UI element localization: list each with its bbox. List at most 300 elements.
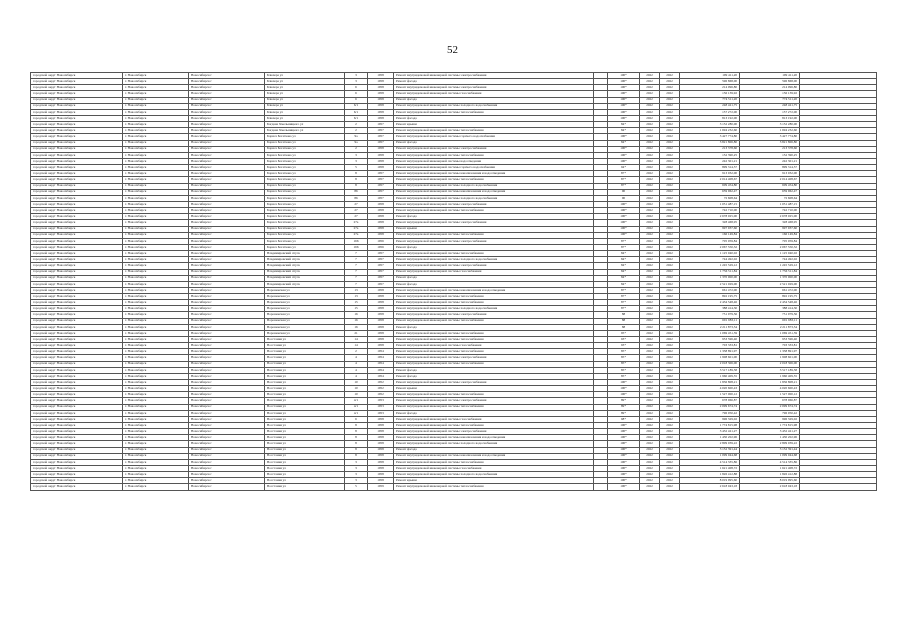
total-cost-cell: 1 051 487,15	[740, 201, 800, 207]
end-year-cell: 2022	[660, 386, 680, 392]
street-cell: Богдана Хмельницкого ул	[265, 122, 345, 128]
locality-cell: Новосибирск г	[189, 109, 265, 115]
street-cell: Восстания ул	[265, 416, 345, 422]
start-year-cell: 2022	[640, 361, 660, 367]
locality-cell: Новосибирск г	[189, 214, 265, 220]
end-year-cell: 2022	[660, 478, 680, 484]
locality-cell: Новосибирск г	[189, 103, 265, 109]
year-built-cell: 1954	[368, 355, 394, 361]
cost-cell: 751 979,56	[680, 312, 740, 318]
year-built-cell: 1957	[368, 134, 394, 140]
work-type-cell: Ремонт фасада	[394, 79, 594, 85]
settlement-cell: г. Новосибирск	[123, 195, 189, 201]
cost-cell: 691 983,11	[680, 318, 740, 324]
end-year-cell: 2022	[660, 398, 680, 404]
street-cell: Восстания ул	[265, 343, 345, 349]
work-type-cell: Ремонт внутридомовой инженерной системы электроснабжения	[394, 85, 594, 91]
municipality-cell: городской округ Новосибирск	[31, 386, 123, 392]
settlement-cell: г. Новосибирск	[123, 343, 189, 349]
house-number-cell: 7	[345, 269, 368, 275]
cost-cell: 1 774 815,98	[680, 423, 740, 429]
cost-cell: 199 411,20	[680, 73, 740, 79]
locality-cell: Новосибирск г	[189, 91, 265, 97]
year-built-cell: 1957	[368, 183, 394, 189]
table-row	[31, 484, 877, 490]
street-cell: Восстания ул	[265, 447, 345, 453]
total-cost-cell: 2 434 548,46	[740, 300, 800, 306]
work-type-cell: Ремонт фасада	[394, 373, 594, 379]
house-number-cell: 6/1	[345, 115, 368, 121]
house-number-cell: 8	[345, 171, 368, 177]
total-cost-cell: 2 521 029,00	[740, 281, 800, 287]
cost-cell: 3 427 774,80	[680, 134, 740, 140]
settlement-cell: г. Новосибирск	[123, 115, 189, 121]
percent-cell: 100*	[608, 214, 640, 220]
house-number-cell: 10	[345, 392, 368, 398]
cost-cell: 2 434 548,46	[680, 300, 740, 306]
end-year-cell: 2022	[660, 244, 680, 250]
work-type-cell: Ремонт внутридомовой инженерной системы теплоснабжения	[394, 330, 594, 336]
locality-cell: Новосибирск г	[189, 208, 265, 214]
percent-cell: 90	[608, 195, 640, 201]
settlement-cell: г. Новосибирск	[123, 263, 189, 269]
municipality-cell: городской округ Новосибирск	[31, 281, 123, 287]
cost-cell: 2 521 029,00	[680, 281, 740, 287]
street-cell: Блюхера ул	[265, 109, 345, 115]
start-year-cell: 2022	[640, 79, 660, 85]
settlement-cell: г. Новосибирск	[123, 140, 189, 146]
settlement-cell: г. Новосибирск	[123, 294, 189, 300]
locality-cell: Новосибирск г	[189, 373, 265, 379]
settlement-cell: г. Новосибирск	[123, 453, 189, 459]
municipality-cell: городской округ Новосибирск	[31, 238, 123, 244]
work-type-cell: Ремонт внутридомовой инженерной системы теплоснабжения	[394, 177, 594, 183]
end-year-cell: 2022	[660, 459, 680, 465]
start-year-cell: 2022	[640, 140, 660, 146]
locality-cell: Новосибирск г	[189, 392, 265, 398]
start-year-cell: 2022	[640, 226, 660, 232]
street-cell: Восстания ул	[265, 404, 345, 410]
work-type-cell: Ремонт внутридомовой инженерной системы канализования и водоотведения	[394, 453, 594, 459]
year-built-cell: 1958	[368, 472, 394, 478]
percent-cell: 94*	[608, 165, 640, 171]
locality-cell: Новосибирск г	[189, 294, 265, 300]
work-type-cell: Ремонт внутридомовой инженерной системы электроснабжения	[394, 201, 594, 207]
end-year-cell: 2022	[660, 349, 680, 355]
end-year-cell: 2022	[660, 300, 680, 306]
cost-cell: 2 809 039,22	[680, 441, 740, 447]
total-cost-cell: 744 492,02	[740, 257, 800, 263]
municipality-cell: городской округ Новосибирск	[31, 478, 123, 484]
settlement-cell: г. Новосибирск	[123, 447, 189, 453]
percent-cell: 100*	[608, 478, 640, 484]
street-cell: Восстания ул	[265, 392, 345, 398]
municipality-cell: городской округ Новосибирск	[31, 324, 123, 330]
year-built-cell: 1958	[368, 220, 394, 226]
street-cell: Владимировский спуск	[265, 269, 345, 275]
percent-cell: 87*	[608, 177, 640, 183]
locality-cell: Новосибирск г	[189, 79, 265, 85]
work-type-cell: Ремонт внутридомовой инженерной системы электроснабжения	[394, 429, 594, 435]
settlement-cell: г. Новосибирск	[123, 85, 189, 91]
start-year-cell: 2022	[640, 367, 660, 373]
cost-cell: 328 468,95	[680, 220, 740, 226]
house-number-cell: 6	[345, 416, 368, 422]
start-year-cell: 2022	[640, 165, 660, 171]
municipality-cell: городской округ Новосибирск	[31, 306, 123, 312]
cost-cell: 705 059,84	[680, 238, 740, 244]
work-type-cell: Ремонт фасада	[394, 447, 594, 453]
start-year-cell: 2022	[640, 324, 660, 330]
house-number-cell: 27	[345, 208, 368, 214]
house-number-cell: 4	[345, 367, 368, 373]
total-cost-cell: 996 329,02	[740, 416, 800, 422]
year-built-cell: 1957	[368, 269, 394, 275]
work-type-cell: Ремонт внутридомовой инженерной системы электроснабжения	[394, 73, 594, 79]
percent-cell: 100*	[608, 220, 640, 226]
percent-cell: 100*	[608, 115, 640, 121]
start-year-cell: 2022	[640, 158, 660, 164]
settlement-cell: г. Новосибирск	[123, 361, 189, 367]
street-cell: Владимировский спуск	[265, 257, 345, 263]
start-year-cell: 2022	[640, 128, 660, 134]
settlement-cell: г. Новосибирск	[123, 373, 189, 379]
street-cell: Восстания ул	[265, 337, 345, 343]
total-cost-cell: 813 192,00	[740, 115, 800, 121]
settlement-cell: г. Новосибирск	[123, 410, 189, 416]
locality-cell: Новосибирск г	[189, 453, 265, 459]
cost-cell: 2 014 408,67	[680, 177, 740, 183]
cost-cell: 1 051 487,15	[680, 201, 740, 207]
end-year-cell: 2022	[660, 294, 680, 300]
total-cost-cell: 2 014 408,67	[740, 177, 800, 183]
locality-cell: Новосибирск г	[189, 85, 265, 91]
locality-cell: Новосибирск г	[189, 423, 265, 429]
work-type-cell: Ремонт внутридомовой инженерной системы горячего водоснабжения	[394, 165, 594, 171]
cost-cell: 1 370 000,00	[680, 275, 740, 281]
settlement-cell: г. Новосибирск	[123, 103, 189, 109]
settlement-cell: г. Новосибирск	[123, 269, 189, 275]
house-number-cell: 14	[345, 343, 368, 349]
percent-cell: 100*	[608, 441, 640, 447]
percent-cell: 87*	[608, 306, 640, 312]
start-year-cell: 2022	[640, 472, 660, 478]
municipality-cell: городской округ Новосибирск	[31, 429, 123, 435]
year-built-cell: 1957	[368, 171, 394, 177]
end-year-cell: 2022	[660, 466, 680, 472]
street-cell: Воронежская ул	[265, 318, 345, 324]
end-year-cell: 2022	[660, 177, 680, 183]
end-year-cell: 2022	[660, 324, 680, 330]
settlement-cell: г. Новосибирск	[123, 134, 189, 140]
street-cell: Владимировский спуск	[265, 275, 345, 281]
street-cell: Бориса Богаткова ул	[265, 177, 345, 183]
cost-cell: 1 694 232,60	[680, 128, 740, 134]
street-cell: Блюхера ул	[265, 79, 345, 85]
locality-cell: Новосибирск г	[189, 349, 265, 355]
percent-cell: 93*	[608, 337, 640, 343]
locality-cell: Новосибирск г	[189, 355, 265, 361]
end-year-cell: 2022	[660, 337, 680, 343]
total-cost-cell: 1 245 529,12	[740, 263, 800, 269]
street-cell: Бориса Богаткова ул	[265, 134, 345, 140]
settlement-cell: г. Новосибирск	[123, 79, 189, 85]
year-built-cell: 1958	[368, 423, 394, 429]
locality-cell: Новосибирск г	[189, 189, 265, 195]
municipality-cell: городской округ Новосибирск	[31, 146, 123, 152]
settlement-cell: г. Новосибирск	[123, 201, 189, 207]
total-cost-cell: 1 370 000,00	[740, 275, 800, 281]
year-built-cell: 1957	[368, 195, 394, 201]
settlement-cell: г. Новосибирск	[123, 275, 189, 281]
work-type-cell: Ремонт внутридомовой инженерной системы теплоснабжения	[394, 361, 594, 367]
total-cost-cell: 3 152 391,44	[740, 447, 800, 453]
total-cost-cell: 328 468,95	[740, 220, 800, 226]
street-cell: Блюхера ул	[265, 73, 345, 79]
total-cost-cell: 609 454,80	[740, 183, 800, 189]
year-built-cell: 1958	[368, 441, 394, 447]
percent-cell: 87*	[608, 300, 640, 306]
end-year-cell: 2022	[660, 251, 680, 257]
house-number-cell: 6	[345, 97, 368, 103]
total-cost-cell: 899 314,57	[740, 165, 800, 171]
work-type-cell: Ремонт внутридомовой инженерной системы теплоснабжения	[394, 251, 594, 257]
percent-cell: 87*	[608, 183, 640, 189]
start-year-cell: 2022	[640, 429, 660, 435]
start-year-cell: 2022	[640, 337, 660, 343]
end-year-cell: 2022	[660, 287, 680, 293]
end-year-cell: 2022	[660, 238, 680, 244]
work-type-cell: Ремонт внутридомовой инженерной системы холодного водоснабжения	[394, 103, 594, 109]
start-year-cell: 2022	[640, 459, 660, 465]
municipality-cell: городской округ Новосибирск	[31, 392, 123, 398]
house-number-cell: 2	[345, 349, 368, 355]
flag-cell	[594, 484, 608, 490]
house-number-cell: 4	[345, 355, 368, 361]
start-year-cell: 2022	[640, 281, 660, 287]
work-type-cell: Ремонт внутридомовой инженерной системы водоотведения	[394, 158, 594, 164]
start-year-cell: 2022	[640, 441, 660, 447]
total-cost-cell: 1 694 232,60	[740, 128, 800, 134]
year-built-cell: 1958	[368, 416, 394, 422]
cost-cell: 152 390,25	[680, 152, 740, 158]
cost-cell: 596 868,00	[680, 79, 740, 85]
start-year-cell: 2022	[640, 447, 660, 453]
municipality-cell: городской округ Новосибирск	[31, 361, 123, 367]
street-cell: Владимировский спуск	[265, 251, 345, 257]
municipality-cell: городской округ Новосибирск	[31, 140, 123, 146]
start-year-cell: 2022	[640, 392, 660, 398]
municipality-cell: городской округ Новосибирск	[31, 226, 123, 232]
cost-cell: 2 211 873,54	[680, 324, 740, 330]
street-cell: Восстания ул	[265, 484, 345, 490]
settlement-cell: г. Новосибирск	[123, 380, 189, 386]
start-year-cell: 2022	[640, 404, 660, 410]
year-built-cell: 1958	[368, 208, 394, 214]
cost-cell: 661 472,00	[680, 287, 740, 293]
locality-cell: Новосибирск г	[189, 337, 265, 343]
percent-cell: 90	[608, 189, 640, 195]
percent-cell: 87*	[608, 294, 640, 300]
settlement-cell: г. Новосибирск	[123, 478, 189, 484]
work-type-cell: Ремонт фасада	[394, 410, 594, 416]
cost-cell: 996 329,02	[680, 416, 740, 422]
percent-cell: 100*	[608, 79, 640, 85]
percent-cell: 84*	[608, 128, 640, 134]
municipality-cell: городской округ Новосибирск	[31, 171, 123, 177]
end-year-cell: 2022	[660, 373, 680, 379]
work-type-cell: Ремонт внутридомовой инженерной системы теплоснабжения	[394, 459, 594, 465]
work-type-cell: Ремонт внутридомовой инженерной системы холодного водоснабжения	[394, 257, 594, 263]
locality-cell: Новосибирск г	[189, 201, 265, 207]
settlement-cell: г. Новосибирск	[123, 355, 189, 361]
percent-cell: 89*	[608, 398, 640, 404]
total-cost-cell: 703 333,81	[740, 343, 800, 349]
street-cell: Восстания ул	[265, 466, 345, 472]
work-type-cell: Ремонт внутридомовой инженерной системы газоснабжения	[394, 466, 594, 472]
municipality-cell: городской округ Новосибирск	[31, 103, 123, 109]
cost-cell: 1 099 044,68	[680, 453, 740, 459]
municipality-cell: городской округ Новосибирск	[31, 453, 123, 459]
settlement-cell: г. Новосибирск	[123, 97, 189, 103]
work-type-cell: Ремонт фасада	[394, 97, 594, 103]
year-built-cell: 1957	[368, 263, 394, 269]
settlement-cell: г. Новосибирск	[123, 398, 189, 404]
end-year-cell: 2022	[660, 355, 680, 361]
percent-cell: 100*	[608, 85, 640, 91]
total-cost-cell: 199 411,20	[740, 73, 800, 79]
percent-cell: 87*	[608, 287, 640, 293]
percent-cell: 100*	[608, 146, 640, 152]
end-year-cell: 2022	[660, 122, 680, 128]
percent-cell: 98*	[608, 416, 640, 422]
percent-cell: 84*	[608, 122, 640, 128]
year-built-cell: 1957	[368, 257, 394, 263]
total-cost-cell: 2 618 043,18	[740, 484, 800, 490]
total-cost-cell: 1 826 412,88	[740, 472, 800, 478]
house-number-cell: 14	[345, 337, 368, 343]
cost-cell: 742 710,00	[680, 208, 740, 214]
year-built-cell: 1958	[368, 343, 394, 349]
settlement-cell: г. Новосибирск	[123, 466, 189, 472]
work-type-cell: Ремонт внутридомовой инженерной системы электроснабжения	[394, 263, 594, 269]
work-type-cell: Ремонт внутридомовой инженерной системы электроснабжения	[394, 312, 594, 318]
house-number-cell: 8	[345, 429, 368, 435]
page-number: 52	[447, 44, 458, 56]
locality-cell: Новосибирск г	[189, 330, 265, 336]
year-built-cell: 1957	[368, 140, 394, 146]
house-number-cell: 5	[345, 165, 368, 171]
municipality-cell: городской округ Новосибирск	[31, 398, 123, 404]
street-cell: Блюхера ул	[265, 103, 345, 109]
percent-cell: 100*	[608, 459, 640, 465]
year-built-cell: 1958	[368, 312, 394, 318]
year-built-cell: 1952	[368, 386, 394, 392]
house-number-cell: 7	[345, 251, 368, 257]
locality-cell: Новосибирск г	[189, 171, 265, 177]
house-number-cell: 27а	[345, 220, 368, 226]
total-cost-cell: 2 099 674,74	[740, 404, 800, 410]
cost-cell: 1 069 451,59	[680, 330, 740, 336]
start-year-cell: 2022	[640, 195, 660, 201]
start-year-cell: 2022	[640, 244, 660, 250]
work-type-cell: Ремонт фасада	[394, 281, 594, 287]
year-built-cell: 1958	[368, 330, 394, 336]
settlement-cell: г. Новосибирск	[123, 392, 189, 398]
percent-cell: 87*	[608, 238, 640, 244]
start-year-cell: 2022	[640, 386, 660, 392]
locality-cell: Новосибирск г	[189, 251, 265, 257]
house-number-cell: 8	[345, 441, 368, 447]
settlement-cell: г. Новосибирск	[123, 287, 189, 293]
percent-cell: 95*	[608, 330, 640, 336]
end-year-cell: 2022	[660, 269, 680, 275]
work-type-cell: Ремонт фасада	[394, 324, 594, 330]
municipality-cell: городской округ Новосибирск	[31, 73, 123, 79]
total-cost-cell: 214 096,80	[740, 85, 800, 91]
end-year-cell: 2022	[660, 146, 680, 152]
locality-cell: Новосибирск г	[189, 115, 265, 121]
house-number-cell: 9а	[345, 140, 368, 146]
total-cost-cell: 1 125 040,02	[740, 251, 800, 257]
work-type-cell: Ремонт внутридомовой инженерной системы электроснабжения	[394, 146, 594, 152]
total-cost-cell: 751 979,56	[740, 312, 800, 318]
municipality-cell: городской округ Новосибирск	[31, 373, 123, 379]
total-cost-cell: 1 621 408,72	[740, 466, 800, 472]
locality-cell: Новосибирск г	[189, 300, 265, 306]
settlement-cell: г. Новосибирск	[123, 244, 189, 250]
work-type-cell: Ремонт внутридомовой инженерной системы теплоснабжения	[394, 423, 594, 429]
settlement-cell: г. Новосибирск	[123, 238, 189, 244]
house-number-cell: 15	[345, 300, 368, 306]
total-cost-cell: 2 211 873,54	[740, 324, 800, 330]
start-year-cell: 2022	[640, 214, 660, 220]
start-year-cell: 2022	[640, 410, 660, 416]
house-number-cell: 2	[345, 122, 368, 128]
year-built-cell: 1958	[368, 158, 394, 164]
cost-cell: 4 514 335,86	[680, 459, 740, 465]
street-cell: Воронежская ул	[265, 330, 345, 336]
year-built-cell: 1957	[368, 281, 394, 287]
year-built-cell: 1953	[368, 398, 394, 404]
year-built-cell: 1957	[368, 251, 394, 257]
house-number-cell: 3	[345, 79, 368, 85]
total-cost-cell: 2 678 025,00	[740, 214, 800, 220]
street-cell: Блюхера ул	[265, 85, 345, 91]
locality-cell: Новосибирск г	[189, 128, 265, 134]
house-number-cell: 7	[345, 281, 368, 287]
settlement-cell: г. Новосибирск	[123, 441, 189, 447]
house-number-cell: 16	[345, 318, 368, 324]
settlement-cell: г. Новосибирск	[123, 367, 189, 373]
street-cell: Бориса Богаткова ул	[265, 165, 345, 171]
total-cost-cell: 72 608,64	[740, 195, 800, 201]
total-cost-cell: 157 272,00	[740, 109, 800, 115]
start-year-cell: 2022	[640, 183, 660, 189]
municipality-cell: городской округ Новосибирск	[31, 195, 123, 201]
end-year-cell: 2022	[660, 214, 680, 220]
locality-cell: Новосибирск г	[189, 146, 265, 152]
start-year-cell: 2022	[640, 251, 660, 257]
total-cost-cell: 1 836 808,21	[740, 380, 800, 386]
year-built-cell: 1954	[368, 349, 394, 355]
percent-cell: 84*	[608, 275, 640, 281]
percent-cell: 85*	[608, 367, 640, 373]
municipality-cell: городской округ Новосибирск	[31, 128, 123, 134]
work-type-cell: Ремонт внутридомовой инженерной системы холодного водоснабжения	[394, 441, 594, 447]
work-type-cell: Ремонт внутридомовой инженерной системы горячего водоснабжения	[394, 134, 594, 140]
work-type-cell: Ремонт внутридомовой инженерной системы электроснабжения	[394, 380, 594, 386]
